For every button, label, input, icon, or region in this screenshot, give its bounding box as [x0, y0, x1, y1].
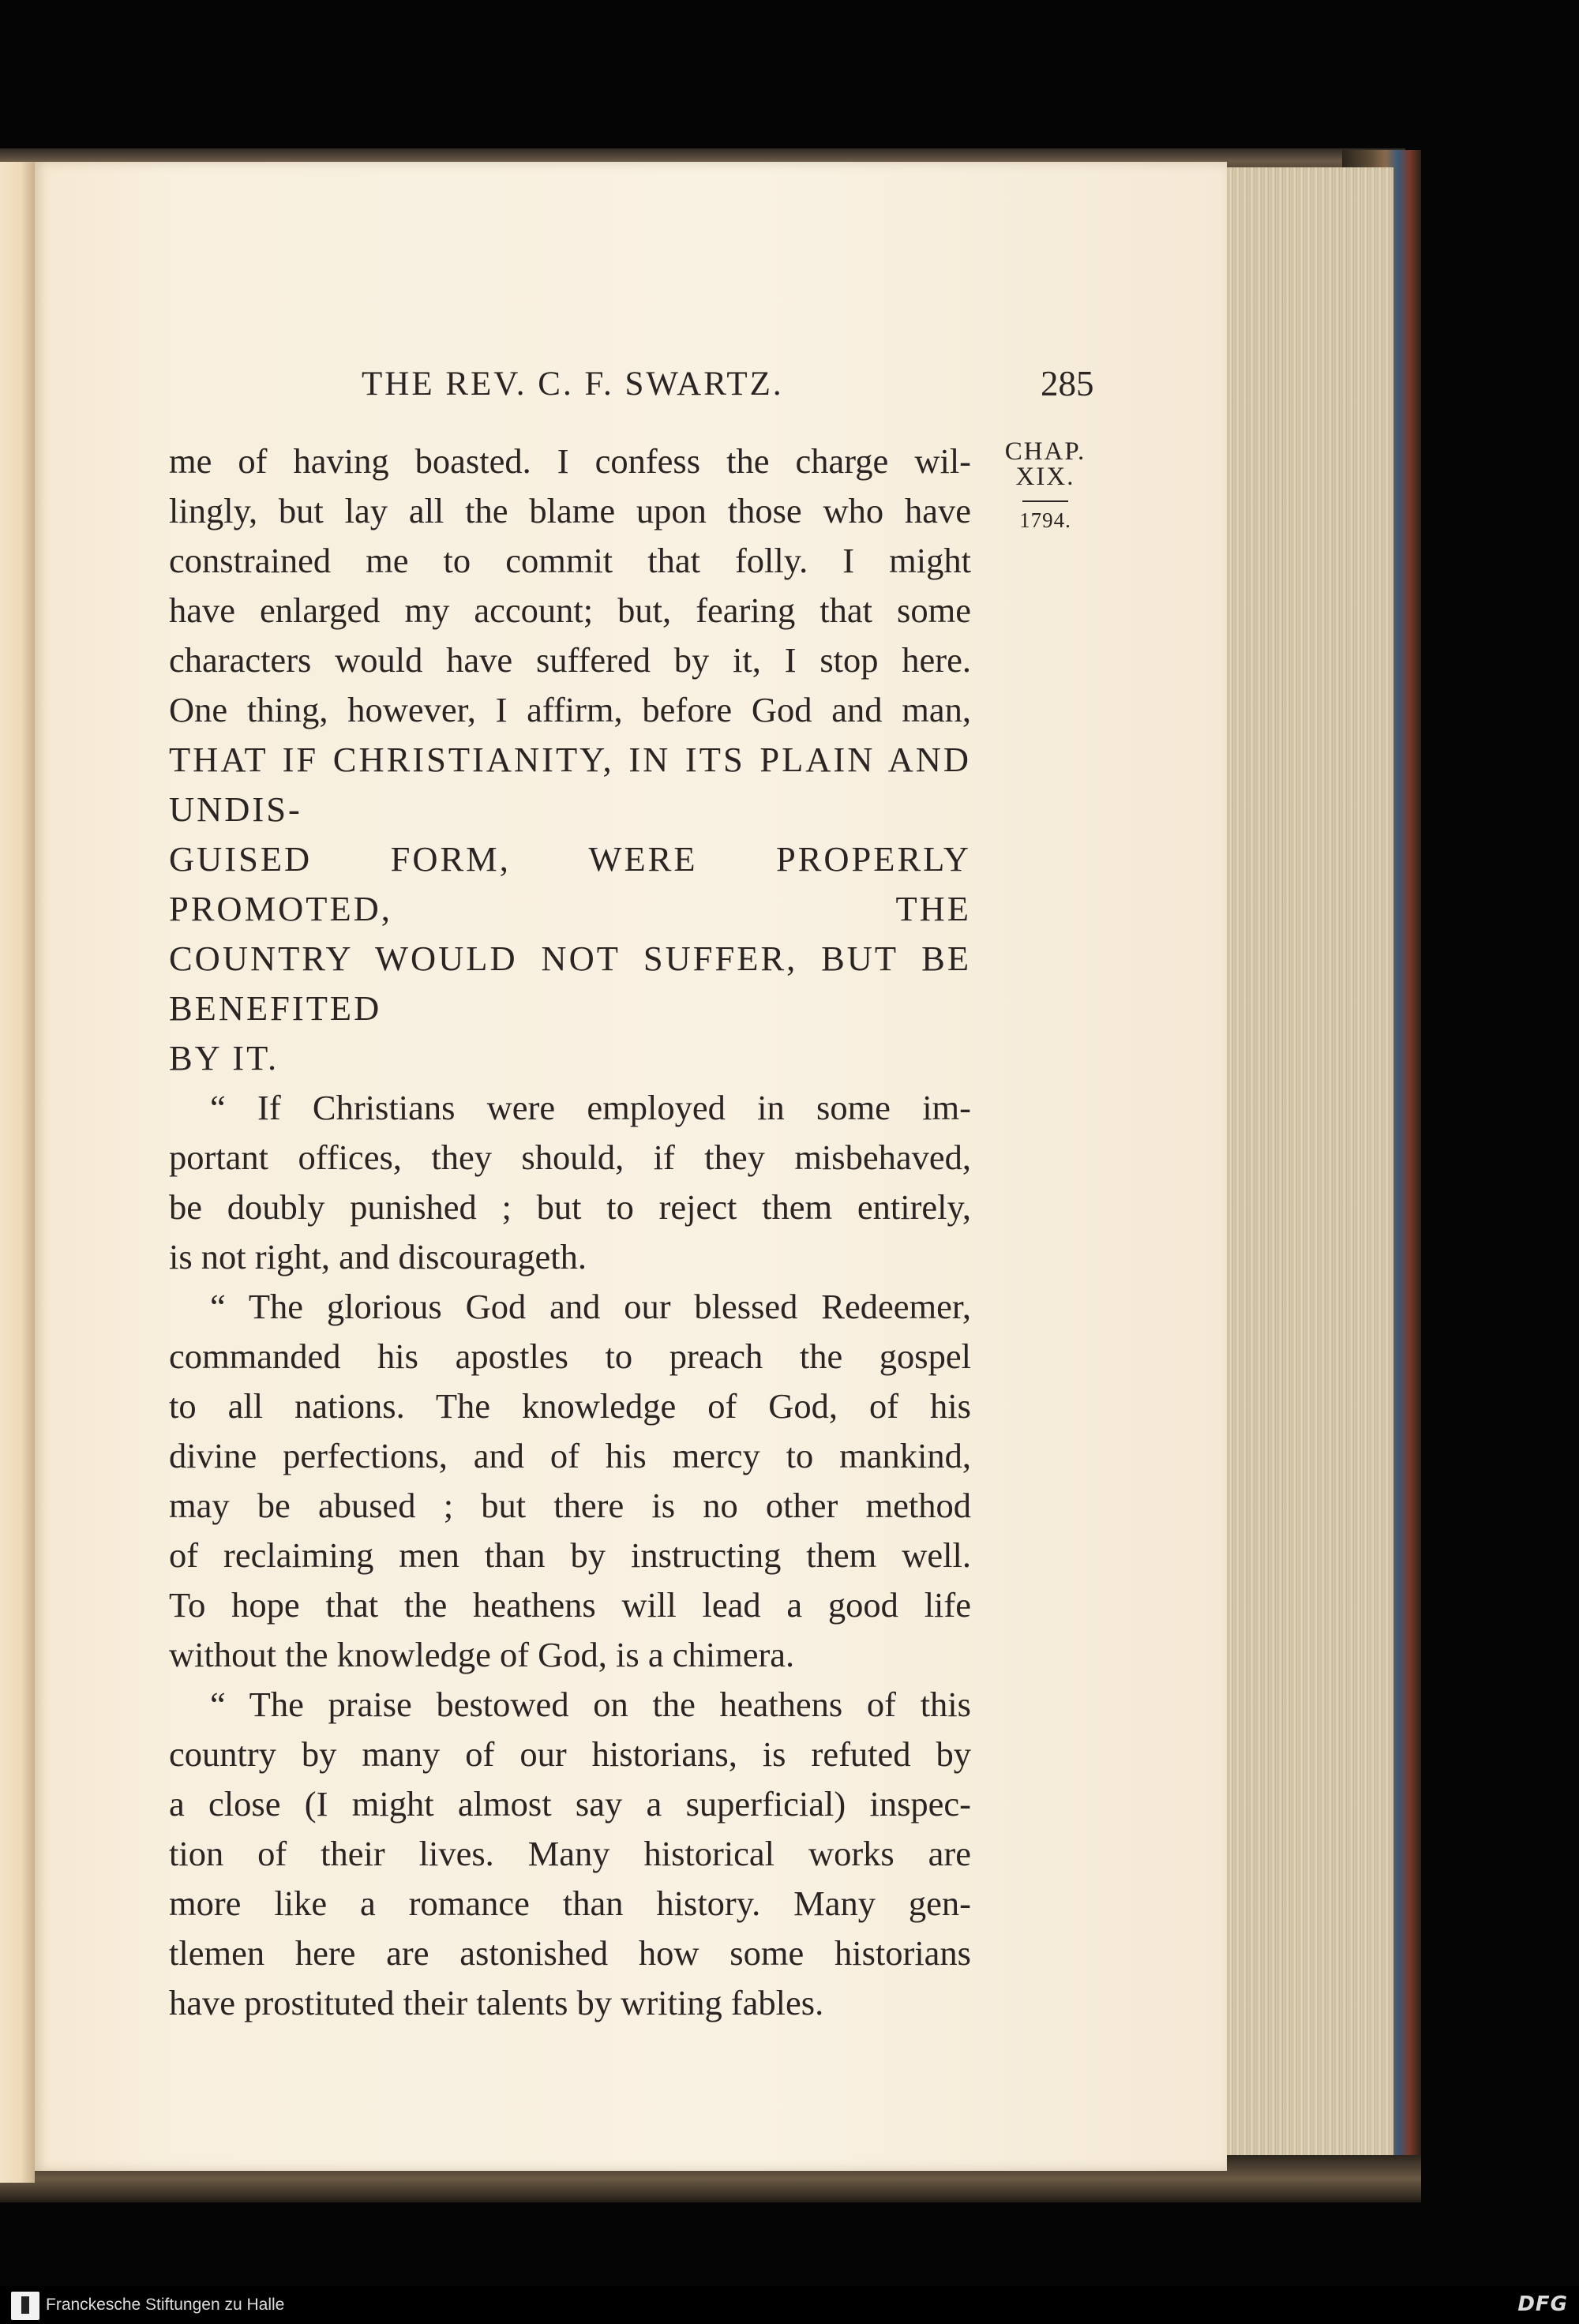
small-caps-line: THAT IF CHRISTIANITY, IN ITS PLAIN AND UNDIS-	[169, 740, 971, 829]
text-line: One thing, however, I affirm, before God and man,	[169, 690, 971, 729]
text-line: divine perfections, and of his mercy to mankind,	[169, 1436, 971, 1475]
institution-name: Franckesche Stiftungen zu Halle	[46, 2296, 285, 2314]
text-line: a close (I might almost say a superficial) inspec-	[169, 1784, 971, 1824]
text-line: “ If Christians were employed in some im-	[210, 1088, 971, 1127]
text-line: “ The glorious God and our blessed Redeemer,	[210, 1287, 971, 1326]
margin-chapter-number: XIX.	[1015, 463, 1075, 491]
page-block-edges	[1212, 167, 1393, 2172]
text-line: more like a romance than history. Many gen-	[169, 1884, 971, 1923]
text-line: is not right, and discourageth.	[169, 1237, 587, 1276]
text-line: commanded his apostles to preach the gospel	[169, 1336, 971, 1376]
text-line: of reclaiming men than by instructing them well.	[169, 1535, 971, 1575]
institution-logo-icon	[11, 2292, 39, 2320]
margin-chapter-label: CHAP.	[1004, 437, 1086, 466]
text-line: tion of their lives. Many historical works are	[169, 1834, 971, 1873]
dfg-logo: DFG	[1517, 2292, 1568, 2316]
body-text	[169, 437, 971, 2028]
text-line: characters would have suffered by it, I stop here.	[169, 640, 971, 680]
text-line: to all nations. The knowledge of God, of his	[169, 1386, 971, 1426]
page-number: 285	[1041, 364, 1094, 403]
small-caps-line: GUISED FORM, WERE PROPERLY PROMOTED, THE	[169, 839, 971, 928]
margin-note	[996, 439, 1094, 533]
small-caps-line: BY IT.	[169, 1038, 279, 1078]
running-head: THE REV. C. F. SWARTZ.	[362, 365, 784, 403]
text-line: tlemen here are astonished how some historians	[169, 1933, 971, 1973]
text-line: “ The praise bestowed on the heathens of this	[210, 1685, 971, 1724]
text-line: lingly, but lay all the blame upon those who have	[169, 491, 971, 530]
text-line: without the knowledge of God, is a chimera.	[169, 1635, 795, 1674]
text-line: country by many of our historians, is refuted by	[169, 1734, 971, 1774]
text-line: have enlarged my account; but, fearing that some	[169, 590, 971, 630]
text-line: constrained me to commit that folly. I might	[169, 541, 971, 580]
text-line: be doubly punished ; but to reject them entirely,	[169, 1187, 971, 1227]
text-line: To hope that the heathens will lead a good life	[169, 1585, 971, 1625]
left-page-sliver	[0, 162, 35, 2183]
small-caps-line: COUNTRY WOULD NOT SUFFER, BUT BE BENEFITED	[169, 939, 971, 1028]
text-line: me of having boasted. I confess the charge wil-	[169, 441, 971, 481]
text-line: may be abused ; but there is no other method	[169, 1486, 971, 1525]
margin-rule	[1022, 500, 1068, 502]
text-line: have prostituted their talents by writing fables.	[169, 1983, 824, 2022]
margin-year: 1794.	[1019, 508, 1071, 532]
text-line: portant offices, they should, if they misbehaved,	[169, 1138, 971, 1177]
